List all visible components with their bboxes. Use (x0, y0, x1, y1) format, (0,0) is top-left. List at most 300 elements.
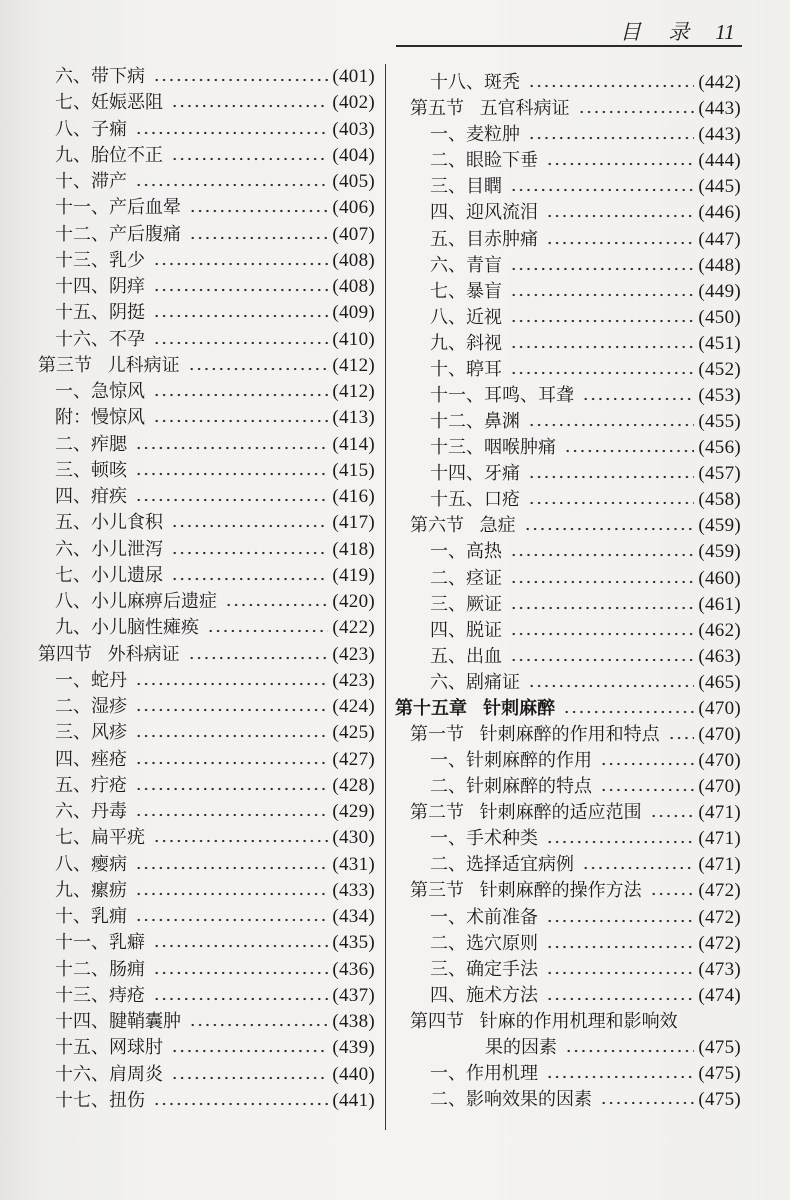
toc-entry-title: 一、手术种类 (430, 828, 538, 850)
toc-entry-item (38, 143, 375, 169)
toc-page-number: (471) (698, 802, 741, 824)
dot-leader (582, 396, 694, 402)
toc-entry-item (38, 510, 375, 536)
toc-entry-item (38, 957, 375, 983)
dot-leader (600, 761, 694, 767)
dot-leader (650, 813, 695, 819)
toc-entry-item (38, 615, 375, 641)
toc-entry-title: 七、扁平疣 (55, 827, 145, 849)
dot-leader (578, 109, 695, 115)
dot-leader (135, 917, 328, 923)
toc-entry-section (395, 1009, 741, 1035)
toc-entry-title: 二、痄腮 (55, 433, 127, 455)
toc-entry-item (38, 773, 375, 799)
toc-entry-item (395, 279, 741, 305)
toc-entry-item (395, 1061, 741, 1087)
toc-entry-item (38, 432, 375, 458)
dot-leader (600, 787, 694, 793)
dot-leader (528, 500, 694, 506)
toc-page-number: (423) (332, 669, 375, 691)
toc-page-number: (418) (332, 538, 375, 560)
dot-leader (171, 523, 328, 529)
toc-entry-title: 十五、网球肘 (55, 1037, 163, 1059)
toc-entry-item (38, 747, 375, 773)
toc-entry-item (395, 957, 741, 983)
dot-leader (188, 655, 329, 661)
toc-entry-title: 九、斜视 (430, 332, 502, 354)
toc-entry-item (395, 565, 741, 591)
toc-entry-item (395, 644, 741, 670)
toc-entry-item (38, 878, 375, 904)
toc-page-number: (407) (332, 223, 375, 245)
toc-entry-item (38, 169, 375, 195)
toc-entry-item (395, 383, 741, 409)
toc-entry-title: 四、迎风流泪 (430, 202, 538, 224)
dot-leader (135, 681, 328, 687)
dot-leader (171, 103, 328, 109)
dot-leader (135, 786, 328, 792)
toc-entry-title: 二、眼睑下垂 (430, 150, 538, 172)
toc-page-number: (410) (332, 328, 375, 350)
toc-entry-item (38, 379, 375, 405)
toc-page-number: (438) (332, 1011, 375, 1033)
toc-page-number: (429) (332, 801, 375, 823)
dot-leader (189, 208, 328, 214)
toc-entry-title: 八、近视 (430, 306, 502, 328)
toc-page-number: (423) (332, 643, 375, 665)
toc-entry-title: 十一、产后血晕 (55, 197, 181, 219)
toc-entry-title: 十三、咽喉肿痛 (430, 437, 556, 459)
toc-entry-item (38, 930, 375, 956)
toc-entry-title: 十四、阴痒 (55, 276, 145, 298)
toc-page-number: (439) (332, 1037, 375, 1059)
toc-entry-title: 十、乳痈 (55, 906, 127, 928)
running-head-page-number: 11 (715, 20, 735, 44)
toc-entry-title: 十二、鼻渊 (430, 411, 520, 433)
dot-leader (171, 576, 328, 582)
toc-entry-title: 六、丹毒 (55, 801, 127, 823)
toc-entry-title: 八、子痫 (55, 118, 127, 140)
dot-leader (135, 130, 328, 136)
dot-leader (668, 735, 695, 741)
dot-leader (153, 970, 328, 976)
toc-entry-item (395, 983, 741, 1009)
dot-leader (546, 1074, 694, 1080)
toc-entry-title: 第二节 针刺麻醉的适应范围 (410, 802, 642, 824)
toc-page-number: (408) (332, 249, 375, 271)
toc-entry-title: 九、胎位不正 (55, 144, 163, 166)
dot-leader (528, 474, 694, 480)
toc-page-number: (458) (698, 489, 741, 511)
toc-entry-section (395, 513, 741, 539)
toc-column-left (38, 64, 375, 1114)
toc-page-number: (427) (332, 748, 375, 770)
toc-entry-title: 六、小儿泄泻 (55, 538, 163, 560)
toc-entry-title: 七、暴盲 (430, 280, 502, 302)
toc-page-number: (447) (698, 228, 741, 250)
toc-entry-item (395, 200, 741, 226)
toc-entry-item (38, 117, 375, 143)
toc-entry-item (395, 357, 741, 383)
toc-entry-title: 五、出血 (430, 645, 502, 667)
toc-entry-item (38, 852, 375, 878)
dot-leader (565, 1048, 694, 1054)
toc-entry-item (395, 618, 741, 644)
dot-leader (528, 422, 694, 428)
toc-entry-title: 四、痤疮 (55, 748, 127, 770)
toc-entry-item (38, 405, 375, 431)
toc-entry-title: 五、目赤肿痛 (430, 228, 538, 250)
toc-entry-item (38, 563, 375, 589)
toc-page-number: (448) (698, 254, 741, 276)
toc-entry-item (395, 122, 741, 148)
toc-page-number: (473) (698, 958, 741, 980)
toc-entry-title: 十五、口疮 (430, 489, 520, 511)
toc-entry-item (38, 327, 375, 353)
toc-entry-item (395, 331, 741, 357)
toc-entry-title: 六、剧痛证 (430, 671, 520, 693)
toc-entry-title: 十、聤耳 (430, 358, 502, 380)
toc-entry-item (38, 537, 375, 563)
toc-page-number: (451) (698, 332, 741, 354)
toc-page-number: (437) (332, 984, 375, 1006)
toc-entry-title: 十三、痔疮 (55, 984, 145, 1006)
dot-leader (153, 287, 328, 293)
toc-entry-item (395, 905, 741, 931)
toc-page-number: (457) (698, 463, 741, 485)
toc-entry-section (38, 353, 375, 379)
dot-leader (189, 235, 328, 241)
toc-page-number: (442) (698, 72, 741, 94)
toc-page-number: (435) (332, 932, 375, 954)
toc-page-number: (416) (332, 486, 375, 508)
toc-entry-title: 二、选择适宜病例 (430, 854, 574, 876)
toc-entry-item (38, 983, 375, 1009)
dot-leader (546, 213, 694, 219)
toc-entry-item (395, 826, 741, 852)
dot-leader (171, 1048, 328, 1054)
toc-page-number: (472) (698, 880, 741, 902)
toc-entry-item (38, 668, 375, 694)
toc-page-number: (475) (698, 1063, 741, 1084)
toc-entry-title: 十四、腱鞘囊肿 (55, 1011, 181, 1033)
toc-column-right (395, 70, 741, 1113)
toc-entry-section (395, 722, 741, 748)
toc-entry-title: 一、麦粒肿 (430, 124, 520, 146)
dot-leader (153, 77, 328, 83)
toc-page-number: (443) (698, 124, 741, 146)
dot-leader (225, 602, 328, 608)
toc-page-number: (453) (698, 384, 741, 406)
toc-entry-item (38, 1035, 375, 1061)
toc-page-number: (434) (332, 906, 375, 928)
toc-page-number: (431) (332, 853, 375, 875)
toc-page-number: (405) (332, 171, 375, 193)
toc-page-number: (470) (698, 723, 741, 745)
dot-leader (650, 891, 695, 897)
toc-page-number: (465) (698, 671, 741, 693)
dot-leader (546, 918, 694, 924)
toc-entry-title: 附：慢惊风 (55, 407, 145, 429)
toc-page-number: (402) (332, 92, 375, 114)
toc-entry-title: 一、急惊风 (55, 381, 145, 403)
dot-leader (135, 891, 328, 897)
toc-entry-item (395, 487, 741, 513)
dot-leader (189, 1022, 328, 1028)
toc-entry-item (395, 435, 741, 461)
dot-leader (171, 550, 328, 556)
toc-entry-item (395, 174, 741, 200)
dot-leader (528, 135, 694, 141)
column-divider (385, 64, 386, 1130)
toc-entry-item (395, 670, 741, 696)
dot-leader (510, 292, 694, 298)
toc-entry-item (395, 70, 741, 96)
toc-entry-item (38, 248, 375, 274)
toc-entry-title: 五、疔疮 (55, 774, 127, 796)
dot-leader (171, 156, 328, 162)
toc-entry-item (395, 748, 741, 774)
toc-entry-item (395, 774, 741, 800)
toc-page-number: (440) (332, 1063, 375, 1085)
toc-entry-section (395, 878, 741, 904)
toc-page-number: (475) (698, 1089, 741, 1111)
dot-leader (153, 340, 328, 346)
toc-entry-title: 十二、产后腹痛 (55, 223, 181, 245)
toc-page-number: (420) (332, 591, 375, 613)
toc-page-number: (462) (698, 619, 741, 641)
toc-page-number: (408) (332, 276, 375, 298)
dot-leader (135, 812, 328, 818)
dot-leader (135, 471, 328, 477)
toc-entry-title: 十六、不孕 (55, 328, 145, 350)
dot-leader (564, 448, 694, 454)
dot-leader (528, 683, 694, 689)
toc-entry-title: 一、针刺麻醉的作用 (430, 750, 592, 772)
toc-entry-title: 四、疳疾 (55, 486, 127, 508)
dot-leader (600, 1100, 694, 1106)
running-head (620, 20, 735, 44)
dot-leader (135, 445, 328, 451)
toc-entry-title: 十、滞产 (55, 171, 127, 193)
toc-entry-item (38, 64, 375, 90)
toc-entry-title: 第三节 儿科病证 (38, 354, 180, 376)
toc-entry-item (38, 720, 375, 746)
dot-leader (135, 182, 328, 188)
toc-page-number: (463) (698, 645, 741, 667)
toc-entry-item (395, 1087, 741, 1113)
toc-entry-section (395, 800, 741, 826)
toc-page-number: (471) (698, 854, 741, 876)
toc-page-number: (459) (698, 515, 741, 537)
toc-entry-item (395, 226, 741, 252)
toc-entry-title: 一、术前准备 (430, 906, 538, 928)
toc-entry-title: 二、针刺麻醉的特点 (430, 776, 592, 798)
toc-entry-title: 六、带下病 (55, 66, 145, 88)
toc-entry-title: 一、高热 (430, 541, 502, 563)
toc-entry-title: 一、蛇丹 (55, 669, 127, 691)
dot-leader (135, 865, 328, 871)
dot-leader (153, 313, 328, 319)
toc-entry-title: 四、脱证 (430, 619, 502, 641)
toc-entry-item (38, 222, 375, 248)
toc-entry-title: 十一、耳鸣、耳聋 (430, 384, 574, 406)
dot-leader (546, 839, 694, 845)
toc-page-number: (428) (332, 774, 375, 796)
toc-entry-title: 十六、肩周炎 (55, 1063, 163, 1085)
toc-entry-item (38, 799, 375, 825)
toc-entry-title: 第四节 针麻的作用机理和影响效 (410, 1010, 678, 1032)
toc-entry-title: 第一节 针刺麻醉的作用和特点 (410, 723, 660, 745)
toc-entry-title: 二、痉证 (430, 567, 502, 589)
toc-page-number: (452) (698, 358, 741, 380)
toc-entry-item (395, 253, 741, 279)
toc-page-number: (419) (332, 564, 375, 586)
toc-page-number: (449) (698, 280, 741, 302)
dot-leader (524, 526, 695, 532)
toc-entry-title: 八、瘿病 (55, 853, 127, 875)
toc-entry-title: 十五、阴挺 (55, 302, 145, 324)
dot-leader (582, 865, 694, 871)
toc-entry-title: 八、小儿麻痹后遗症 (55, 591, 217, 613)
dot-leader (510, 344, 694, 350)
toc-page-number: (430) (332, 827, 375, 849)
toc-entry-title: 六、青盲 (430, 254, 502, 276)
toc-entry-title: 第四节 外科病证 (38, 643, 180, 665)
dot-leader (510, 187, 694, 193)
dot-leader (546, 944, 694, 950)
toc-entry-item (395, 148, 741, 174)
toc-entry-title: 二、湿疹 (55, 696, 127, 718)
toc-entry-item (38, 694, 375, 720)
toc-entry-title: 第六节 急症 (410, 515, 516, 537)
toc-page-number: (446) (698, 202, 741, 224)
toc-page-number: (417) (332, 512, 375, 534)
toc-entry-item (395, 539, 741, 565)
dot-leader (546, 161, 694, 167)
toc-page-number: (460) (698, 567, 741, 589)
dot-leader (510, 657, 694, 663)
toc-entry-title: 一、作用机理 (430, 1063, 538, 1084)
toc-page-number: (444) (698, 150, 741, 172)
toc-entry-item (38, 90, 375, 116)
toc-page-number: (433) (332, 879, 375, 901)
toc-entry-item (38, 1009, 375, 1035)
toc-page-number: (422) (332, 617, 375, 639)
dot-leader (510, 370, 694, 376)
dot-leader (510, 552, 694, 558)
toc-entry-title: 三、厥证 (430, 593, 502, 615)
toc-entry-title: 十七、扭伤 (55, 1089, 145, 1111)
toc-entry-title: 二、选穴原则 (430, 932, 538, 954)
toc-entry-item (395, 852, 741, 878)
dot-leader (135, 497, 328, 503)
dot-leader (171, 1075, 328, 1081)
toc-entry-item (395, 409, 741, 435)
toc-page-number: (470) (698, 750, 741, 772)
dot-leader (546, 240, 694, 246)
dot-leader (188, 366, 329, 372)
toc-entry-item (38, 589, 375, 615)
toc-entry-item (38, 1062, 375, 1088)
toc-page-number: (404) (332, 144, 375, 166)
toc-entry-title: 七、妊娠恶阻 (55, 92, 163, 114)
toc-page-number: (459) (698, 541, 741, 563)
toc-page-number: (412) (332, 354, 375, 376)
toc-entry-title: 九、瘰疬 (55, 879, 127, 901)
toc-entry-title: 三、目瞤 (430, 176, 502, 198)
toc-page-number: (415) (332, 459, 375, 481)
toc-entry-title: 七、小儿遗尿 (55, 564, 163, 586)
toc-page-number: (412) (332, 381, 375, 403)
toc-page-number: (409) (332, 302, 375, 324)
toc-page-number: (424) (332, 696, 375, 718)
toc-page-number: (470) (698, 697, 741, 719)
toc-page-number: (475) (698, 1036, 741, 1058)
toc-entry-item (38, 825, 375, 851)
dot-leader (546, 996, 694, 1002)
dot-leader (153, 261, 328, 267)
dot-leader (510, 318, 694, 324)
toc-page-number: (474) (698, 984, 741, 1006)
toc-entry-item (38, 1088, 375, 1114)
toc-entry-item (38, 195, 375, 221)
toc-entry-section (395, 96, 741, 122)
toc-entry-item (395, 461, 741, 487)
toc-entry-item (38, 904, 375, 930)
toc-entry-item (38, 484, 375, 510)
dot-leader (510, 631, 694, 637)
toc-entry-title: 第十五章 针刺麻醉 (395, 697, 556, 719)
toc-entry-item (395, 931, 741, 957)
toc-entry-title: 四、施术方法 (430, 984, 538, 1006)
toc-page-number: (445) (698, 176, 741, 198)
toc-entry-title: 十三、乳少 (55, 249, 145, 271)
toc-entry-title: 五、小儿食积 (55, 512, 163, 534)
toc-entry-title: 十二、肠痈 (55, 958, 145, 980)
dot-leader (135, 707, 328, 713)
dot-leader (510, 266, 694, 272)
toc-page-number: (403) (332, 118, 375, 140)
toc-entry-section (38, 642, 375, 668)
toc-entry-item (38, 458, 375, 484)
dot-leader (563, 709, 694, 715)
dot-leader (153, 392, 328, 398)
toc-entry-title: 第五节 五官科病证 (410, 98, 570, 120)
toc-page-number: (413) (332, 407, 375, 429)
dot-leader (135, 760, 328, 766)
toc-entry-title: 三、确定手法 (430, 958, 538, 980)
toc-page-number: (401) (332, 66, 375, 88)
toc-page-number: (425) (332, 722, 375, 744)
toc-page-number: (441) (332, 1089, 375, 1111)
dot-leader (510, 579, 694, 585)
toc-entry-title: 九、小儿脑性瘫痪 (55, 617, 199, 639)
dot-leader (546, 970, 694, 976)
running-head-rule (396, 45, 742, 47)
dot-leader (528, 83, 694, 89)
toc-entry-chapter (395, 696, 741, 722)
toc-page-number: (472) (698, 932, 741, 954)
toc-entry-title: 二、影响效果的因素 (430, 1089, 592, 1111)
toc-entry-item (395, 305, 741, 331)
toc-entry-title: 十八、斑秃 (430, 72, 520, 94)
toc-page-number: (443) (698, 98, 741, 120)
toc-page-number: (414) (332, 433, 375, 455)
toc-entry-title: 三、顿咳 (55, 459, 127, 481)
dot-leader (153, 418, 328, 424)
dot-leader (207, 628, 328, 634)
